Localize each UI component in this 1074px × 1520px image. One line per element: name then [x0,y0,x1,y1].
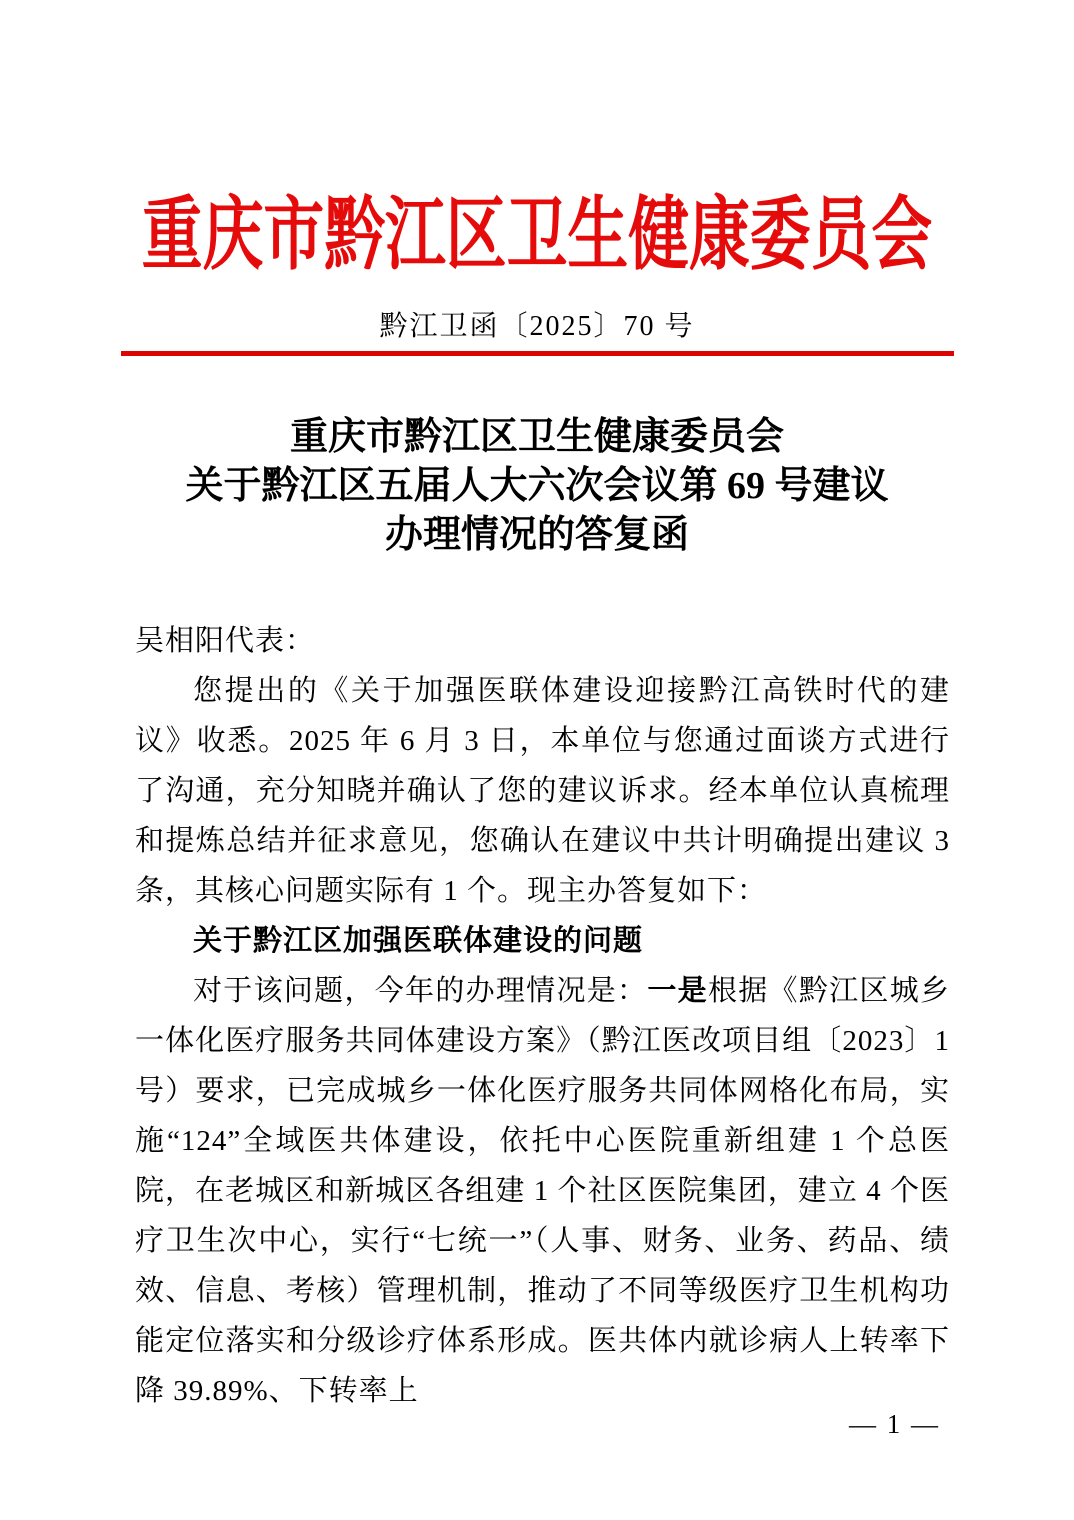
letterhead-org-name: 重庆市黔江区卫生健康委员会 [141,192,933,280]
paragraph-handling-emphasis: 一是 [647,975,708,1007]
title-line-3: 办理情况的答复函 [384,514,689,556]
paragraph-handling-pre: 对于该问题，今年的办理情况是： [193,975,648,1007]
page-number: — 1 — [849,1409,940,1439]
document-body [135,616,950,1416]
document-title [0,413,1074,560]
title-line-2: 关于黔江区五届人大六次会议第 69 号建议 [185,465,889,507]
section-heading: 关于黔江区加强医联体建设的问题 [193,925,644,957]
paragraph-handling-post: 根据《黔江区城乡一体化医疗服务共同体建设方案》（黔江医改项目组〔2023〕1 号）要求，已完成城乡一体化医疗服务共同体网格化布局，实施“124”全域医共体建设，依托中心医院重新组建 1 个总医院，在老城区和新城区各组建 1 个社区医院集团，建立 4 个医疗卫生次中心，实行“七统一”（人事、财务、业务、药品、绩效、信息、考核）管理机制，推动了不同等级医疗卫生机构功能定位落实和分级诊疗体系形成。医共体内就诊病人上转率下降 39.89%、下转率上 [135,975,950,1407]
doc-number: 黔江卫函〔2025〕70 号 [379,311,695,342]
page-footer [849,1409,940,1440]
paragraph-handling [135,966,950,1416]
red-divider-line [121,351,954,356]
paragraph-intro: 您提出的《关于加强医联体建设迎接黔江高铁时代的建议》收悉。2025 年 6 月 3 日，本单位与您通过面谈方式进行了沟通，充分知晓并确认了您的建议诉求。经本单位认真梳理和提炼总结并征求意见，您确认在建议中共计明确提出建议 3 条，其核心问题实际有 1 个。现主办答复如下： [135,675,950,907]
salutation: 吴相阳代表： [135,625,316,657]
title-line-1: 重庆市黔江区卫生健康委员会 [289,416,784,458]
